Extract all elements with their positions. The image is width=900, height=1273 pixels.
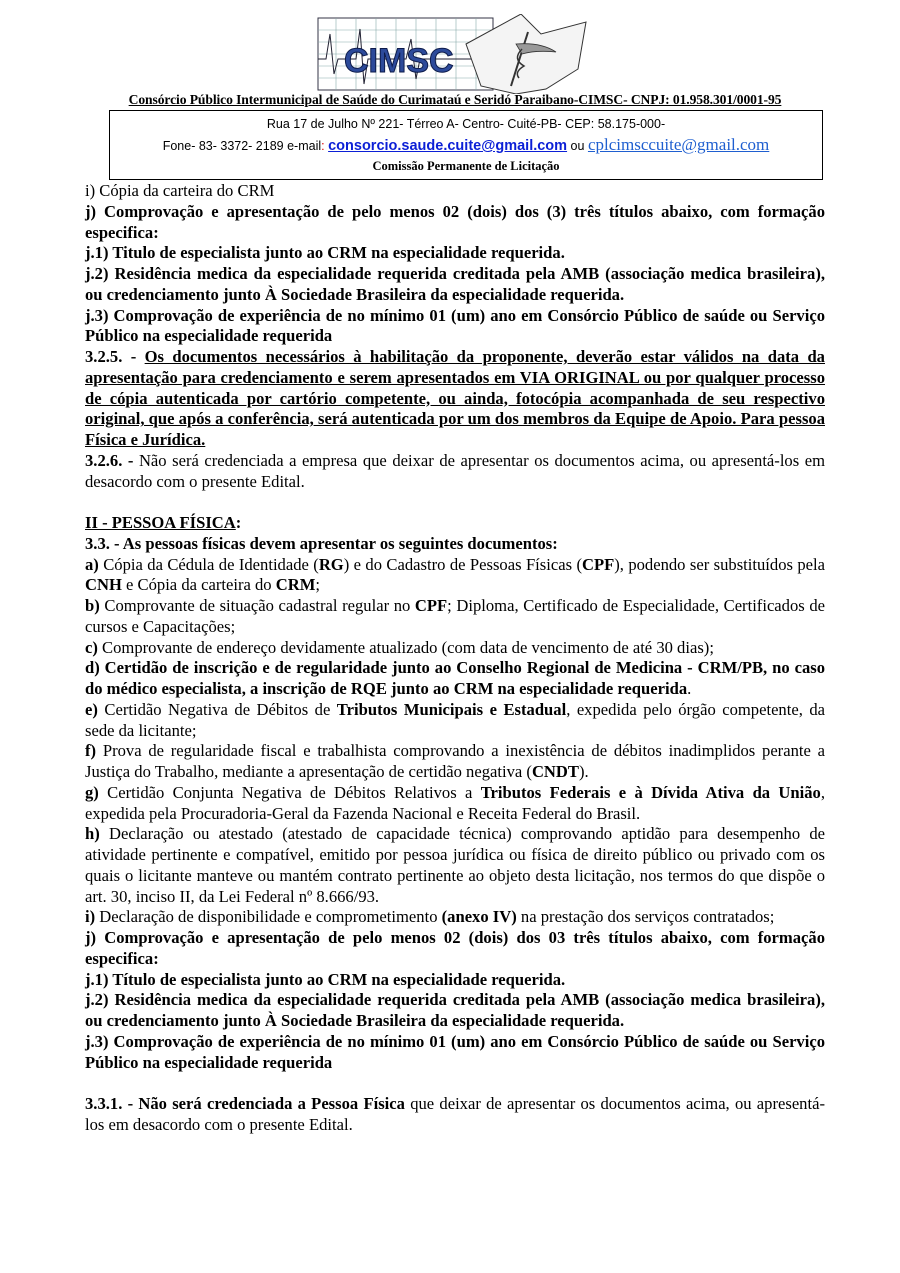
text-segment: . xyxy=(687,679,692,698)
text-segment: ). xyxy=(578,762,589,781)
blank-line xyxy=(85,1073,825,1094)
committee-name: Comissão Permanente de Licitação xyxy=(372,159,560,173)
text-segment: a) xyxy=(85,554,99,574)
text-segment: : xyxy=(235,513,242,532)
paragraph xyxy=(85,306,825,348)
paragraph xyxy=(85,202,825,244)
text-segment: d) Certidão de inscrição e de regularidade junto ao Conselho Regional de Medicina - CRM/PB, no caso do médico especialista, a inscrição de RQE junto ao CRM na especialidade requerida xyxy=(85,658,825,698)
text-segment: e Cópia da carteira do xyxy=(121,575,276,595)
text-segment: j.1) Titulo de especialista junto ao CRM na especialidade requerida. xyxy=(85,243,565,263)
text-segment: c) xyxy=(85,637,98,657)
email-link-2[interactable]: cplcimsccuite@gmail.com xyxy=(587,135,770,154)
contact-line xyxy=(110,134,822,157)
paragraph xyxy=(85,658,825,700)
text-segment: 3.2.6. - xyxy=(85,450,139,470)
text-segment: j.1) Título de especialista junto ao CRM na especialidade requerida. xyxy=(85,969,566,989)
text-segment: CRM xyxy=(275,575,316,595)
text-segment: ) e do Cadastro de Pessoas Físicas ( xyxy=(343,554,582,574)
text-segment: Declaração de disponibilidade e comprometimento xyxy=(95,907,442,927)
text-segment: Prova de regularidade fiscal e trabalhista comprovando a inexistência de débitos inadimplidos perante a Justiça do Trabalho, mediante a apresentação de certidão negativa ( xyxy=(85,741,825,781)
paragraph xyxy=(85,347,825,451)
paragraph xyxy=(85,451,825,493)
text-segment: (anexo IV) xyxy=(441,907,517,927)
paragraph xyxy=(85,534,825,555)
text-segment: j.3) Comprovação de experiência de no mínimo 01 (um) ano em Consórcio Público de saúde ou Serviço Público na especialidade requerida xyxy=(85,305,825,346)
text-segment: 3.2.5. - xyxy=(85,347,145,366)
paragraph xyxy=(85,264,825,306)
paragraph xyxy=(85,513,825,534)
text-segment: Comprovante de endereço devidamente atualizado (com data de vencimento de até 30 dias); xyxy=(97,637,714,657)
email-link-1[interactable]: consorcio.saude.cuite@gmail.com xyxy=(328,138,568,154)
paragraph xyxy=(85,700,825,742)
text-segment: b) xyxy=(85,596,100,615)
text-segment: i) Cópia da carteira do CRM xyxy=(85,181,275,200)
paragraph xyxy=(85,741,825,783)
text-segment: Cópia da Cédula de Identidade ( xyxy=(98,554,319,574)
organization-header: Consórcio Público Intermunicipal de Saúde do Curimataú e Seridó Paraibano-CIMSC- CNPJ: 01.958.301/0001-95 xyxy=(128,92,782,107)
text-segment: Não será credenciada a empresa que deixar de apresentar os documentos acima, ou apresentá-los em desacordo com o presente Edital. xyxy=(85,450,825,491)
text-segment: j.2) Residência medica da especialidade requerida creditada pela AMB (associação medica brasileira), ou credenciamento junto À Sociedade Brasileira da especialidade requerida. xyxy=(85,990,825,1030)
text-segment: 3.3. - As pessoas físicas devem apresentar os seguintes documentos: xyxy=(85,533,558,553)
text-segment: CPF xyxy=(581,554,615,574)
svg-text:CIMSC: CIMSC xyxy=(344,42,454,80)
text-segment: Tributos Federais e à Dívida Ativa da União xyxy=(480,782,821,802)
text-segment: Tributos Municipais e Estadual xyxy=(336,699,567,719)
text-segment: CNH xyxy=(85,575,122,595)
text-segment: ; Diploma, Certificado de Especialidade, Certificados de cursos e Capacitações; xyxy=(85,596,825,636)
paragraph xyxy=(85,928,825,970)
paragraph xyxy=(85,596,825,638)
text-segment: Comprovante de situação cadastral regular no xyxy=(99,596,415,615)
text-segment: que deixar de apresentar os documentos acima, ou apresentá-los em desacordo com o presente Edital. xyxy=(85,1094,825,1134)
text-segment: Os documentos necessários à habilitação da proponente, deverão estar válidos na data da apresentação para credenciamento e serem apresentados em VIA ORIGINAL ou por qualquer processo de cópia autenticada por cartório competente, ou ainda, fotocópia acompanhada de seu respectivo original, que após a conferência, será autenticada por um dos membros da Equipe de Apoio. Para pessoa Física e Jurídica. xyxy=(85,347,825,449)
colon: : xyxy=(321,139,325,153)
address: Rua 17 de Julho Nº 221- Térreo A- Centro- Cuité-PB- CEP: 58.175-000- xyxy=(266,117,666,131)
paragraph xyxy=(85,824,825,907)
paragraph xyxy=(85,783,825,825)
paragraph xyxy=(85,181,825,202)
text-segment: CPF xyxy=(414,596,448,615)
text-segment: f) xyxy=(85,741,97,761)
text-segment: 3.3.1. - Não será credenciada a Pessoa Física xyxy=(85,1094,405,1113)
text-segment: j.2) Residência medica da especialidade requerida creditada pela AMB (associação medica brasileira), ou credenciamento junto À Sociedade Brasileira da especialidade requerida. xyxy=(85,264,825,304)
text-segment: Declaração ou atestado (atestado de capacidade técnica) comprovando aptidão para desempenho de atividade pertinente e compatível, emitido por pessoa jurídica ou física de direito público ou privado com os quais o licitante manteve ou mantém contrato pertinente ao objeto desta licitação, nos termos do que dispõe o art. 30, inciso II, da Lei Federal nº 8.666/93. xyxy=(85,824,825,906)
contact-box xyxy=(109,110,823,180)
text-segment: e) xyxy=(85,699,98,719)
text-segment: h) xyxy=(85,824,100,844)
cimsc-logo xyxy=(316,14,596,94)
paragraph xyxy=(85,970,825,991)
text-segment: , expedida pelo órgão competente, da sede da licitante; xyxy=(85,699,825,740)
paragraph xyxy=(85,243,825,264)
text-segment: j) Comprovação e apresentação de pelo menos 02 (dois) dos 03 três títulos abaixo, com formação especifica: xyxy=(85,928,825,968)
text-segment: i) xyxy=(85,907,96,927)
blank-line xyxy=(85,492,825,513)
text-segment: ), podendo ser substituídos pela xyxy=(614,554,826,574)
text-segment: Certidão Negativa de Débitos de xyxy=(97,699,337,719)
document-body xyxy=(85,181,825,1136)
text-segment: ; xyxy=(315,575,321,595)
paragraph xyxy=(85,638,825,659)
paragraph xyxy=(85,1032,825,1074)
paragraph xyxy=(85,907,825,928)
text-segment: j.3) Comprovação de experiência de no mínimo 01 (um) ano em Consórcio Público de saúde ou Serviço Público na especialidade requerida xyxy=(85,1031,825,1072)
text-segment: g) xyxy=(85,782,99,802)
text-segment: Certidão Conjunta Negativa de Débitos Relativos a xyxy=(98,782,481,802)
phone: Fone- 83- 3372- 2189 e-mail xyxy=(162,139,322,153)
paragraph xyxy=(85,555,825,597)
text-segment: CNDT xyxy=(531,762,579,781)
text-segment: na prestação dos serviços contratados; xyxy=(516,907,775,927)
paragraph xyxy=(85,1094,825,1136)
text-segment: II - PESSOA FÍSICA xyxy=(85,513,236,532)
or-text: ou xyxy=(570,139,585,153)
paragraph xyxy=(85,990,825,1032)
text-segment: RG xyxy=(318,554,344,574)
text-segment: j) Comprovação e apresentação de pelo menos 02 (dois) dos (3) três títulos abaixo, com formação especifica: xyxy=(85,201,825,242)
text-segment: , expedida pela Procuradoria-Geral da Fazenda Nacional e Receita Federal do Brasil. xyxy=(85,782,825,823)
